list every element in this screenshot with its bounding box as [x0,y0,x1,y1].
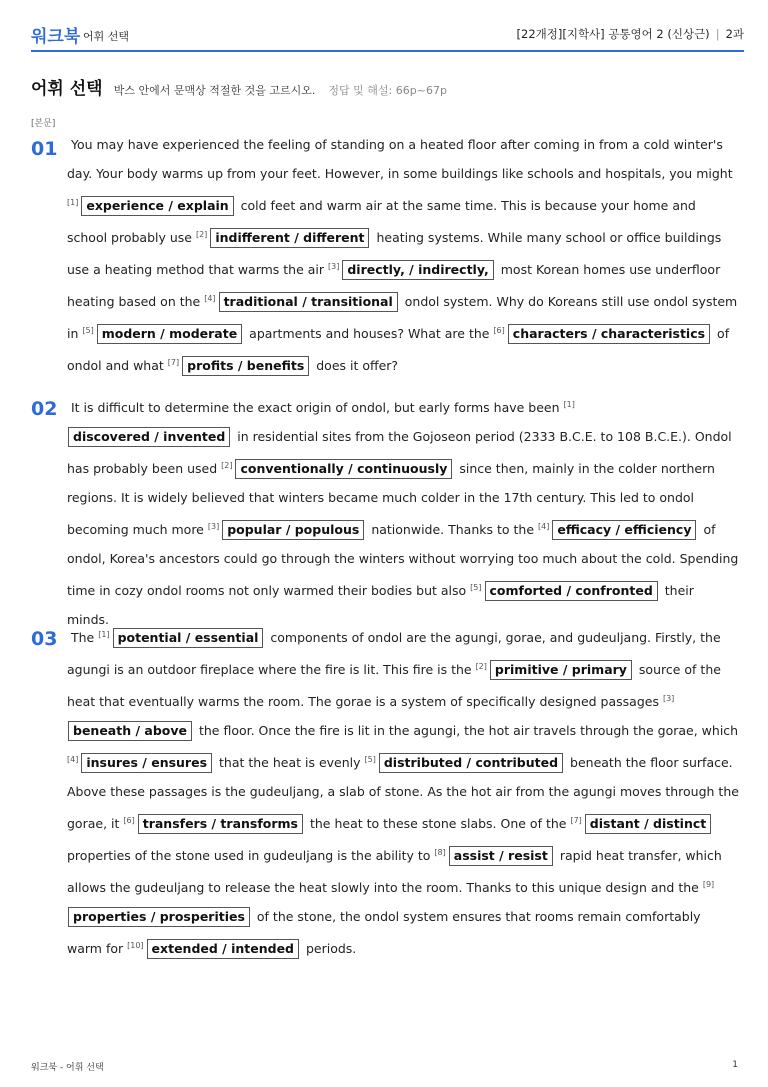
header-subtitle: 어휘 선택 [83,30,130,43]
passage-text: the heat to these stone slabs. One of the [306,816,571,831]
choice-box[interactable]: transfers / transforms [138,814,303,834]
question-number: 01 [31,138,58,160]
passage-text: the floor. Once the fire is lit in the agungi, the hot air travels through the gorae, which [194,723,739,738]
blank-number: [6] [123,816,135,825]
choice-box[interactable]: properties / prosperities [68,907,250,927]
passage-text: components of ondol are the agungi, gorae, and gudeuljang. Firstly, the agungi is an outdoor fireplace where the fire is lit. This fire is the [67,630,721,677]
blank-number: [5] [82,326,94,335]
choice-box[interactable]: distant / distinct [585,814,711,834]
passage-text: nationwide. Thanks to the [367,522,538,537]
choice-box[interactable]: modern / moderate [97,324,242,344]
blank-number: [1] [67,198,79,207]
choice-box[interactable]: experience / explain [81,196,233,216]
passage-text: properties of the stone used in gudeuljang is the ability to [67,848,435,863]
passage-text: does it offer? [312,358,399,373]
passage-text: You may have experienced the feeling of standing on a heated floor after coming in from a cold winter's day. Your body warms up from your feet. However, in some buildings like schools and hospitals, you might [67,137,733,181]
passage-text: their minds. [67,583,694,627]
choice-box[interactable]: indifferent / different [210,228,369,248]
passage [67,130,739,380]
choice-box[interactable]: insures / ensures [81,753,212,773]
instruction-text: 박스 안에서 문맥상 적절한 것을 고르시오. [113,84,316,97]
choice-box[interactable]: characters / characteristics [508,324,710,344]
passage-text: heating systems. While many school or office buildings use a heating method that warms the air [67,230,722,277]
question-number: 03 [31,628,58,650]
passage-text: that the heat is evenly [215,755,365,770]
choice-box[interactable]: primitive / primary [490,660,632,680]
blank-number: [2] [195,230,208,239]
passage-text: cold feet and warm air at the same time. This is because your home and school probably use [67,198,696,245]
passage-text: of ondol, Korea's ancestors could go through the winters without worrying too much about the cold. Spending time in cozy ondol rooms not only warmed their bodies but also [67,522,739,598]
page-number: 1 [732,1060,738,1070]
choice-box[interactable]: conventionally / continuously [235,459,452,479]
choice-box[interactable]: traditional / transitional [219,292,398,312]
divider: | [715,27,720,41]
passage-text: of ondol and what [67,326,730,373]
choice-box[interactable]: comforted / confronted [485,581,658,601]
passage-text: rapid heat transfer, which allows the gudeuljang to release the heat slowly into the room. Thanks to this unique design and the [67,848,722,895]
blank-number: [1] [563,400,575,409]
passage-text: most Korean homes use underfloor heating based on the [67,262,721,309]
passage-text: in residential sites from the Gojoseon period (2333 B.C.E. to 108 B.C.E.). Ondol has probably been used [67,429,732,476]
footer-title: 워크북 - 어휘 선택 [31,1063,104,1073]
blank-number: [5] [364,755,376,764]
blank-number: [4] [204,294,216,303]
blank-number: [2] [475,662,487,671]
course-info [517,26,744,42]
choice-box[interactable]: directly, / indirectly, [342,260,493,280]
blank-number: [5] [470,583,482,592]
passage-text: The [70,630,99,645]
choice-box[interactable]: efficacy / efficiency [552,520,696,540]
choice-box[interactable]: distributed / contributed [379,753,563,773]
course-title: [22개정][지학사] 공통영어 2 (신상근) [516,27,710,41]
choice-box[interactable]: potential / essential [113,628,264,648]
choice-box[interactable]: beneath / above [68,721,192,741]
choice-box[interactable]: assist / resist [449,846,553,866]
passage [67,620,739,963]
passage-text: apartments and houses? What are the [245,326,494,341]
choice-box[interactable]: discovered / invented [68,427,230,447]
question-number: 02 [31,398,58,420]
passage-text: since then, mainly in the colder northern regions. It is widely believed that winters became much colder in the 17th century. This led to ondol becoming much more [67,461,715,537]
blank-number: [3] [328,262,340,271]
blank-number: [7] [167,358,180,367]
passage [67,390,739,634]
title-row [31,74,447,99]
passage-text: It is difficult to determine the exact origin of ondol, but early forms have been [70,400,564,415]
choice-box[interactable]: profits / benefits [182,356,309,376]
blank-number: [1] [98,630,110,639]
blank-number: [3] [207,522,220,531]
passage-text: source of the heat that eventually warms the room. The gorae is a system of specifically designed passages [67,662,721,709]
blank-number: [9] [702,880,715,889]
passage-text: ondol system. Why do Koreans still use ondol system in [67,294,738,341]
choice-box[interactable]: extended / intended [147,939,299,959]
choice-box[interactable]: popular / populous [222,520,364,540]
page-header [31,20,744,52]
blank-number: [8] [434,848,446,857]
answer-reference: 정답 및 해설: 66p~67p [328,84,447,97]
section-label: [본문] [31,119,56,129]
passage-text: periods. [302,941,357,956]
passage-text: beneath the floor surface. Above these passages is the gudeuljang, a slab of stone. As the hot air from the agungi moves through the gorae, it [67,755,739,831]
blank-number: [7] [570,816,582,825]
blank-number: [4] [538,522,550,531]
blank-number: [2] [221,461,233,470]
blank-number: [4] [67,755,79,764]
brand-logo: 워크북 [31,27,81,47]
passage-text: of the stone, the ondol system ensures that rooms remain comfortably warm for [67,909,701,956]
blank-number: [3] [662,694,675,703]
page-title: 어휘 선택 [31,79,103,99]
blank-number: [6] [493,326,505,335]
lesson-number: 2과 [725,27,744,41]
blank-number: [10] [127,941,144,950]
